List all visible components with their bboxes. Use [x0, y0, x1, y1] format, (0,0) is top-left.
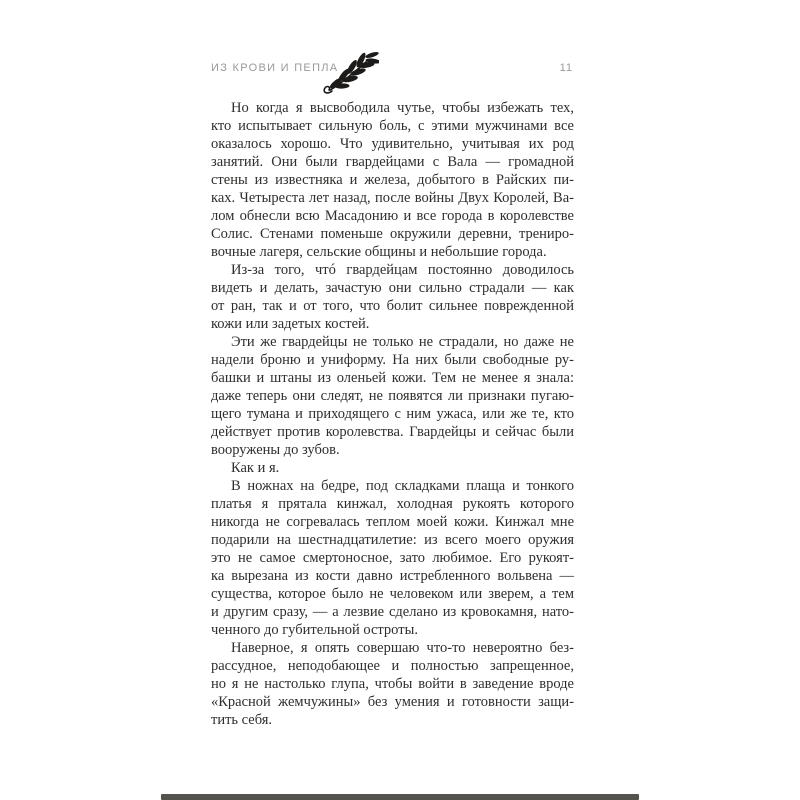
text-line: Эти же гвардейцы не только не страдали, но даже не	[231, 334, 574, 350]
text-line: ках. Четыреста лет назад, после войны Двух Королей, Ва-	[211, 190, 574, 206]
text-line: «Красной жемчужины» без умения и готовности защи-	[211, 694, 574, 710]
text-line: и другим сразу, — а лезвие сделано из кровокамня, нато-	[211, 604, 574, 620]
text-line: рассудное, неподобающее и полностью запрещенное,	[211, 658, 574, 674]
text-line: платья я прятала кинжал, холодная рукоять которого	[211, 496, 574, 512]
text-line: видеть и делать, зачастую они сильно страдали — как	[211, 280, 574, 296]
page-number: 11	[559, 62, 573, 74]
text-line: ченного до губительной остроты.	[211, 622, 418, 638]
text-line: башки и штаны из оленьей кожи. Тем не менее я знала:	[211, 370, 574, 386]
text-line: Солис. Стенами поменьше окружили деревни, трениро-	[211, 226, 574, 242]
text-line: ка вырезана из кости давно истребленного вольвена —	[211, 568, 574, 584]
text-line: вочные лагеря, сельские общины и небольшие города.	[211, 244, 547, 260]
text-line: занятий. Они были гвардейцами с Вала — громадной	[211, 154, 574, 170]
text-line: от ран, так и от того, что болит сильнее поврежденной	[211, 298, 574, 314]
running-title: ИЗ КРОВИ И ПЕПЛА	[211, 62, 339, 74]
text-line: никогда не согревалась теплом моей кожи. Кинжал мне	[211, 514, 574, 530]
body-text	[211, 99, 574, 729]
text-line: вооружены до зубов.	[211, 442, 340, 458]
text-line: тить себя.	[211, 712, 273, 728]
text-line: но я не настолько глупа, чтобы войти в заведение вроде	[211, 676, 574, 692]
text-line: Но когда я высвободила чутье, чтобы избежать тех,	[231, 100, 574, 116]
laurel-branch-icon	[321, 51, 379, 97]
text-line: подарили на шестнадцатилетие: из всего моего оружия	[211, 532, 574, 548]
text-line: оказалось хорошо. Что удивительно, учитывая их род	[211, 136, 574, 152]
text-line: стены из известняка и железа, добытого в Райских пи-	[211, 172, 574, 188]
text-line: кто испытывает сильную боль, с этими мужчинами все	[211, 118, 574, 134]
text-line: Наверное, я опять совершаю что-то невероятно без-	[231, 640, 574, 656]
text-line: действует против королевства. Гвардейцы и сейчас были	[211, 424, 574, 440]
text-line: лом обнесли всю Масадонию и все города в королевстве	[211, 208, 574, 224]
text-line: В ножнах на бедре, под складками плаща и тонкого	[231, 478, 574, 494]
text-line: существа, которое было не человеком или зверем, а тем	[211, 586, 574, 602]
text-line: даже теперь они следят, не появятся ли признаки пугаю-	[211, 388, 574, 404]
text-line: Как и я.	[231, 460, 280, 476]
text-line: это не самое смертоносное, зато любимое. Его рукоят-	[211, 550, 574, 566]
text-line: Из-за того, чтó гвардейцам постоянно доводилось	[231, 262, 574, 278]
text-line: надели броню и униформу. На них были свободные ру-	[211, 352, 574, 368]
text-line: щего тумана и приходящего с ним ужаса, или же те, кто	[211, 406, 574, 422]
book-edge-bar	[161, 794, 639, 800]
text-line: кожи или задетых костей.	[211, 316, 370, 332]
